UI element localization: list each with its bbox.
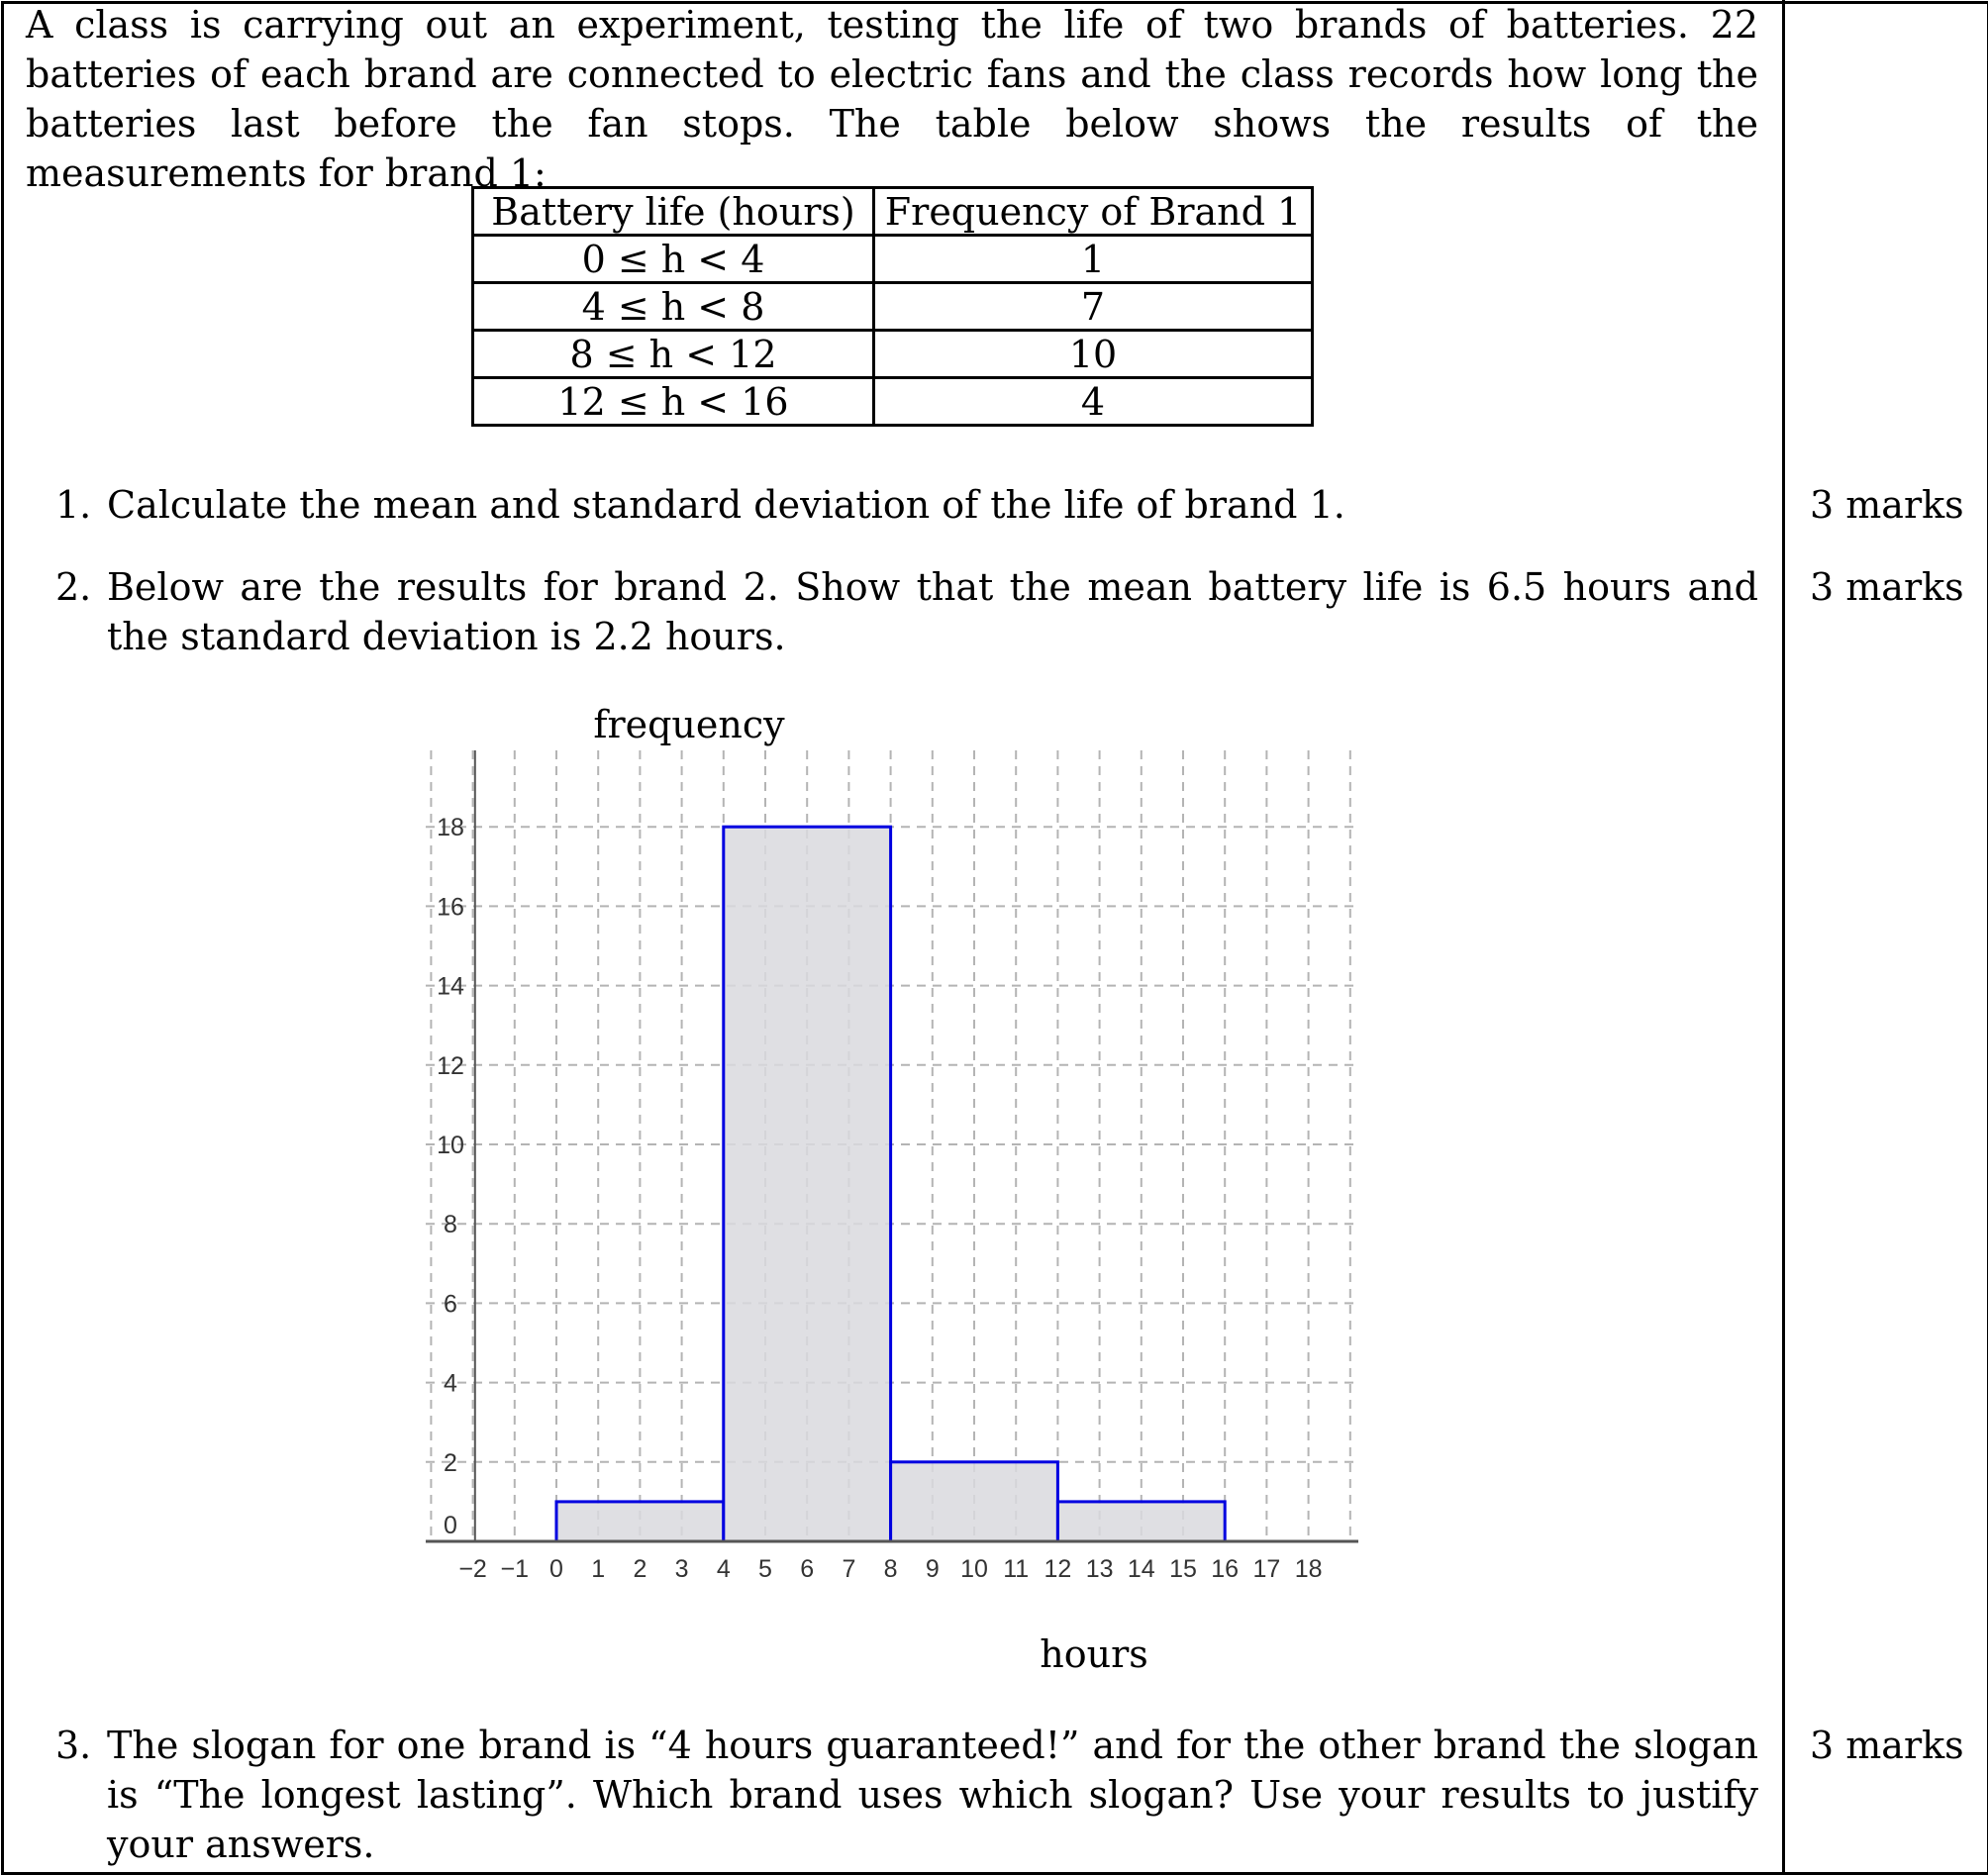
y-tick-label: 4 <box>444 1369 457 1398</box>
table-cell-interval: 0 ≤ h < 4 <box>473 236 874 283</box>
table-cell-frequency: 4 <box>874 378 1313 426</box>
question-1-number: 1. <box>55 483 92 527</box>
histogram-bar <box>891 1462 1058 1541</box>
question-2-text: Below are the results for brand 2. Show that the mean battery life is 6.5 hours and the standard deviation is 2.2 hours. <box>107 565 1758 658</box>
y-tick-label: 14 <box>437 972 464 1001</box>
x-tick-label: 1 <box>591 1555 606 1583</box>
x-tick-label: 15 <box>1169 1555 1197 1583</box>
x-tick-label: 7 <box>842 1555 856 1583</box>
table-cell-frequency: 7 <box>874 283 1313 331</box>
table-cell-interval: 12 ≤ h < 16 <box>473 378 874 426</box>
x-tick-label: 14 <box>1127 1555 1155 1583</box>
question-3-number: 3. <box>55 1724 92 1767</box>
y-tick-label: 2 <box>444 1448 457 1477</box>
y-tick-label: 16 <box>437 893 464 922</box>
x-axis-title: hours <box>1040 1632 1148 1676</box>
histogram-bar <box>724 827 891 1541</box>
x-tick-label: 16 <box>1211 1555 1240 1583</box>
y-tick-label: 8 <box>444 1211 457 1239</box>
x-tick-label: 5 <box>758 1555 772 1583</box>
y-tick-label: 10 <box>437 1132 464 1159</box>
table-cell-frequency: 10 <box>874 331 1313 378</box>
x-tick-label: 3 <box>674 1555 689 1583</box>
question-1-marks: 3 marks <box>1810 483 1964 527</box>
x-tick-label: 17 <box>1252 1555 1281 1583</box>
intro-paragraph: A class is carrying out an experiment, testing the life of two brands of batteries. 22 batteries of each brand are connected to electric fans and the class records how long the batteries last before the fan stops. The table below shows the results of the measurements for brand 1: <box>26 3 1758 195</box>
question-2-marks: 3 marks <box>1810 565 1964 609</box>
question-2-number: 2. <box>55 565 92 609</box>
table-header-cell: Battery life (hours) <box>473 188 874 236</box>
table-header-cell: Frequency of Brand 1 <box>874 188 1313 236</box>
x-tick-label: −2 <box>458 1555 487 1583</box>
question-1-text: Calculate the mean and standard deviation of the life of brand 1. <box>107 483 1345 527</box>
x-tick-label: 8 <box>883 1555 898 1583</box>
y-axis-title: frequency <box>593 703 785 746</box>
x-tick-label: −1 <box>500 1555 530 1583</box>
question-3-text: The slogan for one brand is “4 hours guaranteed!” and for the other brand the slogan is “The longest lasting”. Which brand uses which slogan? Use your results to justify your answers. <box>107 1724 1758 1866</box>
histogram-bar <box>556 1502 724 1541</box>
x-tick-label: 11 <box>1003 1555 1030 1583</box>
x-tick-label: 12 <box>1044 1555 1072 1583</box>
x-tick-label: 2 <box>633 1555 647 1583</box>
x-tick-label: 4 <box>716 1555 731 1583</box>
y-tick-label: 18 <box>437 814 464 842</box>
table-cell-interval: 8 ≤ h < 12 <box>473 331 874 378</box>
histogram-bars <box>556 827 1225 1541</box>
y-tick-label: 6 <box>444 1290 457 1319</box>
question-3-marks: 3 marks <box>1810 1724 1964 1767</box>
histogram-bar <box>1057 1502 1225 1541</box>
y-tick-label: 12 <box>437 1051 464 1080</box>
table-cell-interval: 4 ≤ h < 8 <box>473 283 874 331</box>
table-cell-frequency: 1 <box>874 236 1313 283</box>
x-tick-label: 0 <box>549 1555 563 1583</box>
x-tick-label: 10 <box>960 1555 988 1583</box>
x-tick-label: 13 <box>1085 1555 1114 1583</box>
x-tick-label: 6 <box>800 1555 815 1583</box>
x-tick-label: 9 <box>925 1555 940 1583</box>
x-tick-label: 18 <box>1294 1555 1323 1583</box>
y-tick-label: 0 <box>444 1512 457 1539</box>
